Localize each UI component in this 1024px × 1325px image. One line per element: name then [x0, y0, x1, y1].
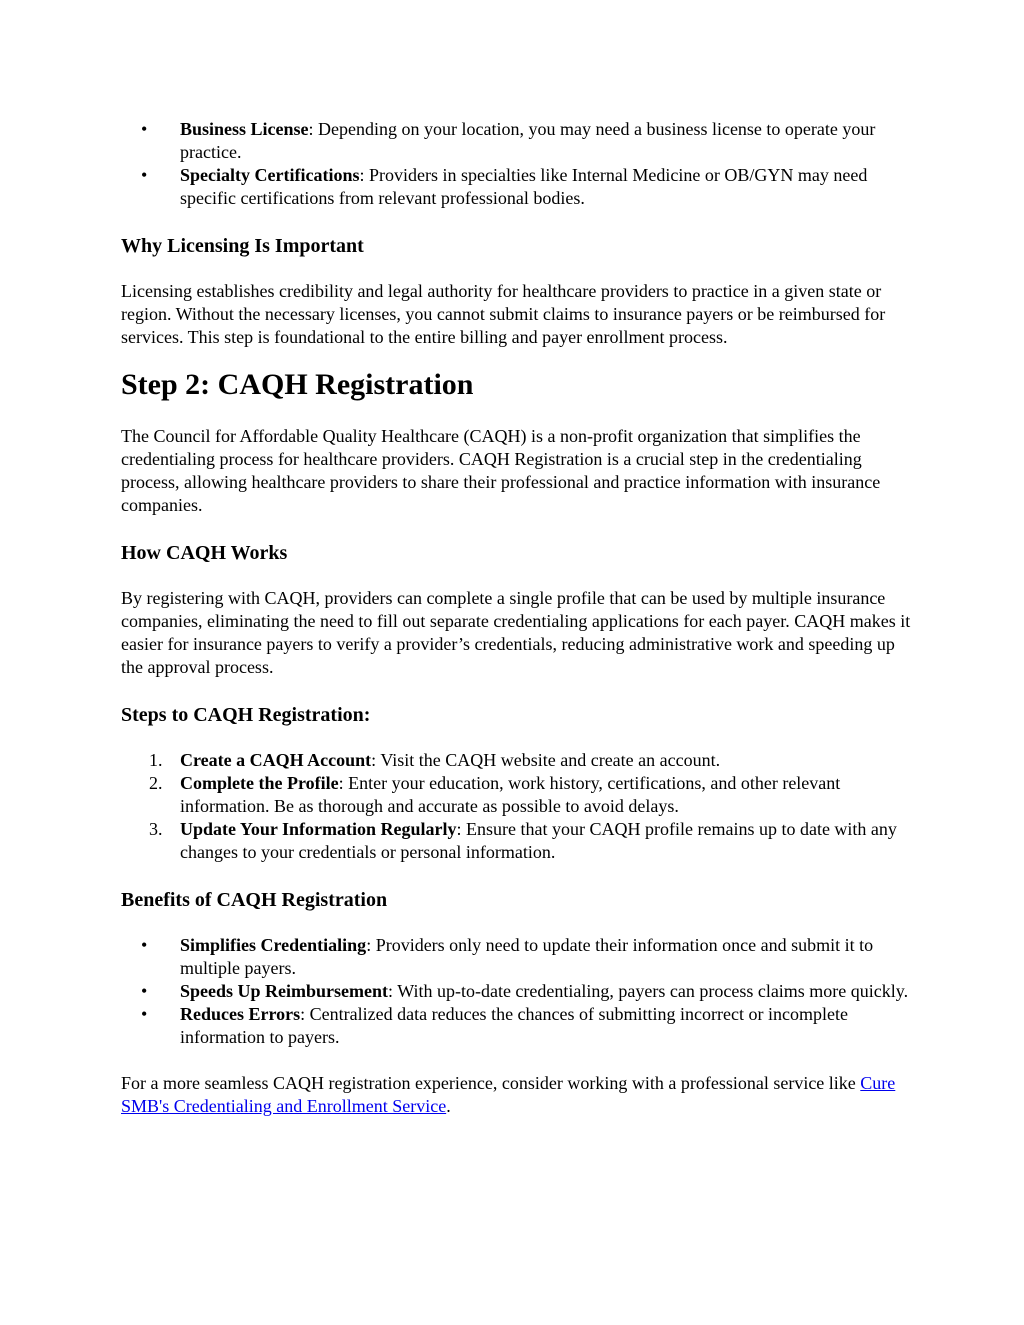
- list-item: [121, 118, 911, 164]
- list-item-desc: : Providers in specialties like Internal Medicine or OB/GYN may need specific certifications from relevant professional bodies.: [180, 165, 868, 208]
- list-item: [121, 164, 911, 210]
- list-item-term: Complete the Profile: [180, 773, 339, 793]
- list-number: 2.: [149, 773, 163, 793]
- intro-bullet-list: [121, 118, 911, 210]
- bullet-marker: •: [141, 119, 148, 139]
- list-item-term: Simplifies Credentialing: [180, 935, 367, 955]
- paragraph-why-licensing: Licensing establishes credibility and legal authority for healthcare providers to practice in a given state or region. Without the necessary licenses, you cannot submit claims to insurance payers or be reimbursed for services. This step is foundational to the entire billing and payer enrollment process.: [121, 281, 886, 347]
- list-item: [121, 1003, 911, 1049]
- list-item: [121, 749, 911, 772]
- list-item: [121, 818, 911, 864]
- section-heading-benefits: Benefits of CAQH Registration: [121, 889, 388, 911]
- list-item-desc: : Ensure that your CAQH profile remains up to date with any changes to your credentials or personal information.: [180, 819, 897, 862]
- credentialing-service-link[interactable]: Cure SMB's Credentialing and Enrollment Service: [121, 1073, 896, 1116]
- list-number: 3.: [149, 819, 163, 839]
- bullet-marker: •: [141, 981, 148, 1001]
- closing-text: For a more seamless CAQH registration experience, consider working with a professional service like: [121, 1073, 861, 1093]
- list-item: [121, 772, 911, 818]
- list-item-term: Reduces Errors: [180, 1004, 301, 1024]
- list-item-desc: : Centralized data reduces the chances of submitting incorrect or incomplete information to payers.: [180, 1004, 848, 1047]
- list-item-desc: : With up-to-date credentialing, payers can process claims more quickly.: [388, 981, 909, 1001]
- bullet-marker: •: [141, 1004, 148, 1024]
- document-page: [121, 118, 911, 1118]
- bullet-marker: •: [141, 935, 148, 955]
- list-item-term: Create a CAQH Account: [180, 750, 372, 770]
- list-item-desc: : Visit the CAQH website and create an account.: [371, 750, 721, 770]
- paragraph-step2: The Council for Affordable Quality Healthcare (CAQH) is a non-profit organization that simplifies the credentialing process for healthcare providers. CAQH Registration is a crucial step in the credentialing process, allowing healthcare providers to share their professional and practice information with insurance companies.: [121, 426, 881, 515]
- closing-period: .: [446, 1096, 451, 1116]
- list-item-desc: : Depending on your location, you may need a business license to operate your practice.: [180, 119, 876, 162]
- section-heading-step2: Step 2: CAQH Registration: [121, 368, 474, 401]
- paragraph-closing: [121, 1072, 911, 1118]
- bullet-marker: •: [141, 165, 148, 185]
- list-item: [121, 980, 911, 1003]
- list-item: [121, 934, 911, 980]
- list-item-term: Business License: [180, 119, 309, 139]
- paragraph-how-caqh: By registering with CAQH, providers can complete a single profile that can be used by multiple insurance companies, eliminating the need to fill out separate credentialing applications for each payer. CAQH makes it easier for insurance payers to verify a provider’s credentials, reducing administrative work and speeding up the approval process.: [121, 588, 911, 677]
- section-heading-steps: Steps to CAQH Registration:: [121, 704, 371, 726]
- list-item-desc: : Providers only need to update their information once and submit it to multiple payers.: [180, 935, 874, 978]
- list-item-term: Update Your Information Regularly: [180, 819, 457, 839]
- benefits-bullet-list: [121, 934, 911, 1049]
- list-item-term: Speeds Up Reimbursement: [180, 981, 389, 1001]
- section-heading-why-licensing: Why Licensing Is Important: [121, 235, 364, 257]
- section-heading-how-caqh: How CAQH Works: [121, 542, 288, 564]
- list-item-desc: : Enter your education, work history, certifications, and other relevant information. Be as thorough and accurate as possible to avoid delays.: [180, 773, 841, 816]
- list-item-term: Specialty Certifications: [180, 165, 360, 185]
- steps-numbered-list: [121, 749, 911, 864]
- list-number: 1.: [149, 750, 163, 770]
